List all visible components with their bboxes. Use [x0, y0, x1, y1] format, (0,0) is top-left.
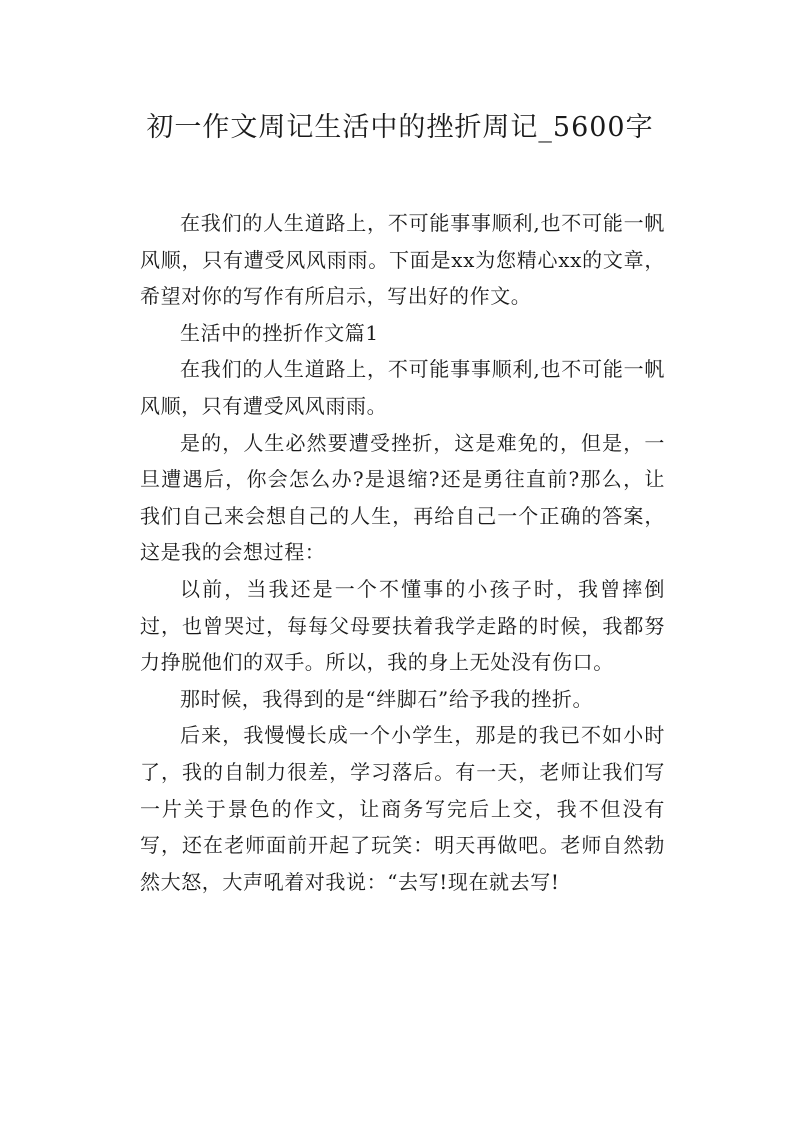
document-body — [140, 205, 665, 900]
section-heading: 生活中的挫折作文篇1 — [180, 320, 379, 345]
paragraph: 在我们的人生道路上，不可能事事顺利,也不可能一帆风顺，只有遭受风风雨雨。 — [140, 357, 665, 418]
paragraph: 是的，人生必然要遭受挫折，这是难免的，但是，一旦遭遇后，你会怎么办?是退缩?还是勇往直前?那么，让我们自己来会想自己的人生，再给自己一个正确的答案，这是我的会想过程： — [140, 430, 665, 565]
paragraph: 以前，当我还是一个不懂事的小孩子时，我曾摔倒过，也曾哭过，每每父母要扶着我学走路的时候，我都努力挣脱他们的双手。所以，我的身上无处没有伤口。 — [140, 576, 665, 675]
paragraph: 后来，我慢慢长成一个小学生，那是的我已不如小时了，我的自制力很差，学习落后。有一天，老师让我们写一片关于景色的作文，让商务写完后上交，我不但没有写，还在老师面前开起了玩笑：明天再做吧。老师自然勃然大怒，大声吼着对我说：“去写!现在就去写! — [140, 723, 665, 894]
paragraph: 那时候，我得到的是“绊脚石”给予我的挫折。 — [180, 686, 594, 711]
paragraph-intro: 在我们的人生道路上，不可能事事顺利,也不可能一帆风顺，只有遭受风风雨雨。下面是xx为您精心xx的文章，希望对你的写作有所启示，写出好的作文。 — [140, 211, 665, 309]
document-title: 初一作文周记生活中的挫折周记_5600字 — [146, 112, 654, 143]
